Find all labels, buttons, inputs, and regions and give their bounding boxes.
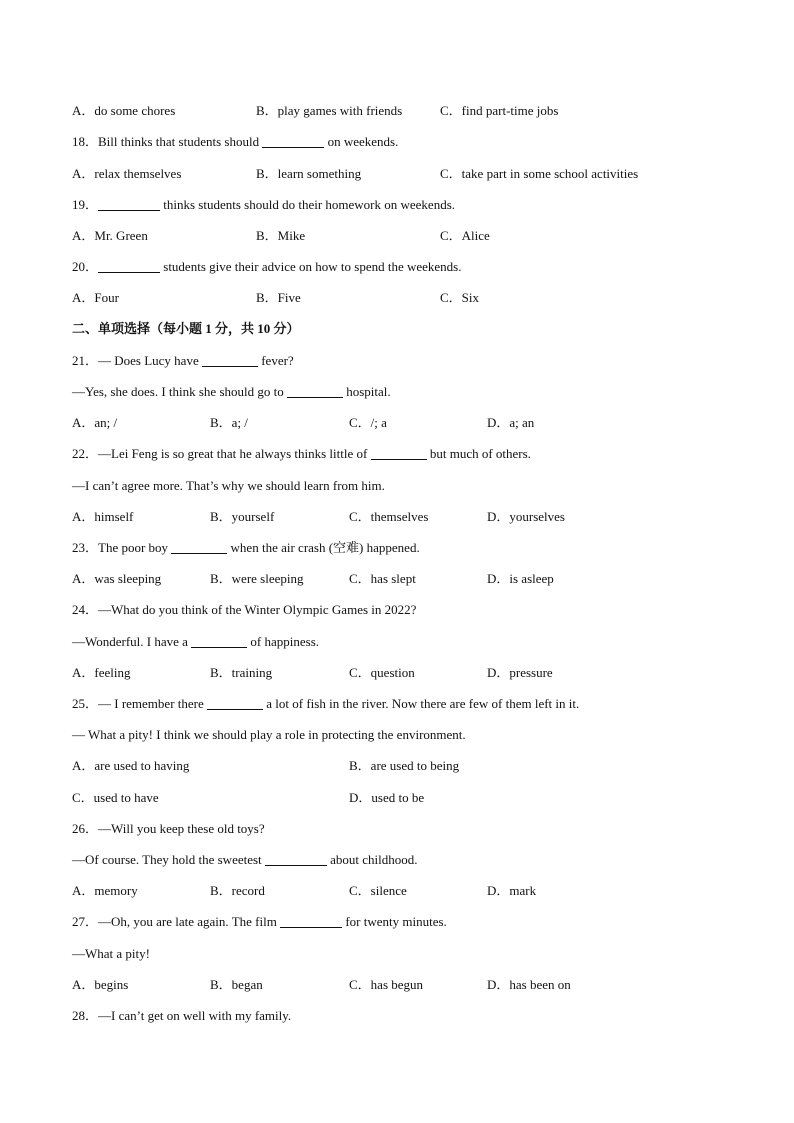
q27-text-pre: 27．—Oh, you are late again. The film <box>72 914 281 929</box>
q25-option-d[interactable]: D．used to be <box>349 790 425 805</box>
q23-option-d[interactable]: D．is asleep <box>487 571 554 586</box>
q23-text-pre: 23．The poor boy <box>72 540 172 555</box>
q25-option-a[interactable]: A．are used to having <box>72 758 190 773</box>
q25-text-post: a lot of fish in the river. Now there are few of them left in it. <box>263 696 580 711</box>
q25-reply: — What a pity! I think we should play a role in protecting the environment. <box>72 727 466 742</box>
q21-text-pre: 21．— Does Lucy have <box>72 353 202 368</box>
q18-stem <box>72 134 398 150</box>
q28-stem: 28．—I can’t get on well with my family. <box>72 1008 292 1023</box>
q22-reply: —I can’t agree more. That’s why we should learn from him. <box>72 478 385 493</box>
q26-option-b[interactable]: B．record <box>210 883 265 898</box>
q27-blank[interactable] <box>280 914 342 928</box>
q21-option-d[interactable]: D．a; an <box>487 415 535 430</box>
q22-option-a[interactable]: A．himself <box>72 509 134 524</box>
q27-option-b[interactable]: B．began <box>210 977 263 992</box>
q27-option-a[interactable]: A．begins <box>72 977 129 992</box>
q27-reply: —What a pity! <box>72 946 150 961</box>
q22-stem <box>72 446 531 462</box>
q21-blank-1[interactable] <box>202 353 258 367</box>
q18-option-a[interactable]: A．relax themselves <box>72 166 182 181</box>
q26-reply <box>72 852 418 868</box>
q27-stem <box>72 914 447 930</box>
q19-stem <box>72 197 455 213</box>
q25-blank[interactable] <box>207 696 263 710</box>
q17-option-b[interactable]: B．play games with friends <box>256 103 403 118</box>
q19-option-c[interactable]: C．Alice <box>440 228 490 243</box>
q26-reply-pre: —Of course. They hold the sweetest <box>72 852 265 867</box>
q21-option-a[interactable]: A．an; / <box>72 415 118 430</box>
q22-text-post: but much of others. <box>426 446 531 461</box>
q24-stem: 24．—What do you think of the Winter Olympic Games in 2022? <box>72 602 417 617</box>
q23-stem <box>72 540 420 556</box>
q24-reply <box>72 634 319 650</box>
q24-reply-post: of happiness. <box>247 634 320 649</box>
q26-option-d[interactable]: D．mark <box>487 883 537 898</box>
q23-option-b[interactable]: B．were sleeping <box>210 571 304 586</box>
q20-blank[interactable] <box>98 259 160 273</box>
q19-text-post: thinks students should do their homework on weekends. <box>160 197 456 212</box>
q24-option-b[interactable]: B．training <box>210 665 273 680</box>
q21-option-b[interactable]: B．a; / <box>210 415 248 430</box>
q18-text-post: on weekends. <box>324 134 399 149</box>
q17-option-c[interactable]: C．find part-time jobs <box>440 103 559 118</box>
q23-option-c[interactable]: C．has slept <box>349 571 416 586</box>
q27-option-c[interactable]: C．has begun <box>349 977 424 992</box>
q21-reply-post: hospital. <box>343 384 391 399</box>
q21-blank-2[interactable] <box>287 384 343 398</box>
q26-blank[interactable] <box>265 852 327 866</box>
q18-option-c[interactable]: C．take part in some school activities <box>440 166 639 181</box>
q24-option-c[interactable]: C．question <box>349 665 415 680</box>
q21-reply-pre: —Yes, she does. I think she should go to <box>72 384 287 399</box>
q24-blank[interactable] <box>191 634 247 648</box>
q22-option-c[interactable]: C．themselves <box>349 509 429 524</box>
q22-option-b[interactable]: B．yourself <box>210 509 275 524</box>
q20-stem <box>72 259 461 275</box>
q20-option-c[interactable]: C．Six <box>440 290 480 305</box>
q24-option-a[interactable]: A．feeling <box>72 665 131 680</box>
q25-option-b[interactable]: B．are used to being <box>349 758 460 773</box>
q17-option-a[interactable]: A．do some chores <box>72 103 176 118</box>
q27-text-post: for twenty minutes. <box>342 914 447 929</box>
q25-option-c[interactable]: C．used to have <box>72 790 159 805</box>
section-heading: 二、单项选择（每小题 1 分，共 10 分） <box>72 321 300 336</box>
q26-reply-post: about childhood. <box>326 852 418 867</box>
q21-text-post: fever? <box>257 353 294 368</box>
q19-blank[interactable] <box>98 197 160 211</box>
q24-reply-pre: —Wonderful. I have a <box>72 634 192 649</box>
q18-option-b[interactable]: B．learn something <box>256 166 362 181</box>
q25-stem <box>72 696 579 712</box>
q26-stem: 26．—Will you keep these old toys? <box>72 821 265 836</box>
q19-text-pre: 19． <box>72 197 99 212</box>
q21-reply <box>72 384 391 400</box>
q23-text-post: when the air crash (空难) happened. <box>227 540 420 555</box>
q24-option-d[interactable]: D．pressure <box>487 665 553 680</box>
q25-text-pre: 25．— I remember there <box>72 696 208 711</box>
q22-text-pre: 22．—Lei Feng is so great that he always thinks little of <box>72 446 371 461</box>
q18-text-pre: 18．Bill thinks that students should <box>72 134 263 149</box>
q20-text-post: students give their advice on how to spend the weekends. <box>160 259 462 274</box>
q19-option-b[interactable]: B．Mike <box>256 228 306 243</box>
q23-option-a[interactable]: A．was sleeping <box>72 571 162 586</box>
q27-option-d[interactable]: D．has been on <box>487 977 571 992</box>
q21-stem <box>72 353 294 369</box>
q23-blank[interactable] <box>171 540 227 554</box>
q19-option-a[interactable]: A．Mr. Green <box>72 228 148 243</box>
q22-option-d[interactable]: D．yourselves <box>487 509 565 524</box>
q26-option-a[interactable]: A．memory <box>72 883 138 898</box>
q20-text-pre: 20． <box>72 259 99 274</box>
q18-blank[interactable] <box>262 134 324 148</box>
q20-option-b[interactable]: B．Five <box>256 290 301 305</box>
q21-option-c[interactable]: C．/; a <box>349 415 387 430</box>
q22-blank[interactable] <box>371 446 427 460</box>
q26-option-c[interactable]: C．silence <box>349 883 407 898</box>
q20-option-a[interactable]: A．Four <box>72 290 119 305</box>
